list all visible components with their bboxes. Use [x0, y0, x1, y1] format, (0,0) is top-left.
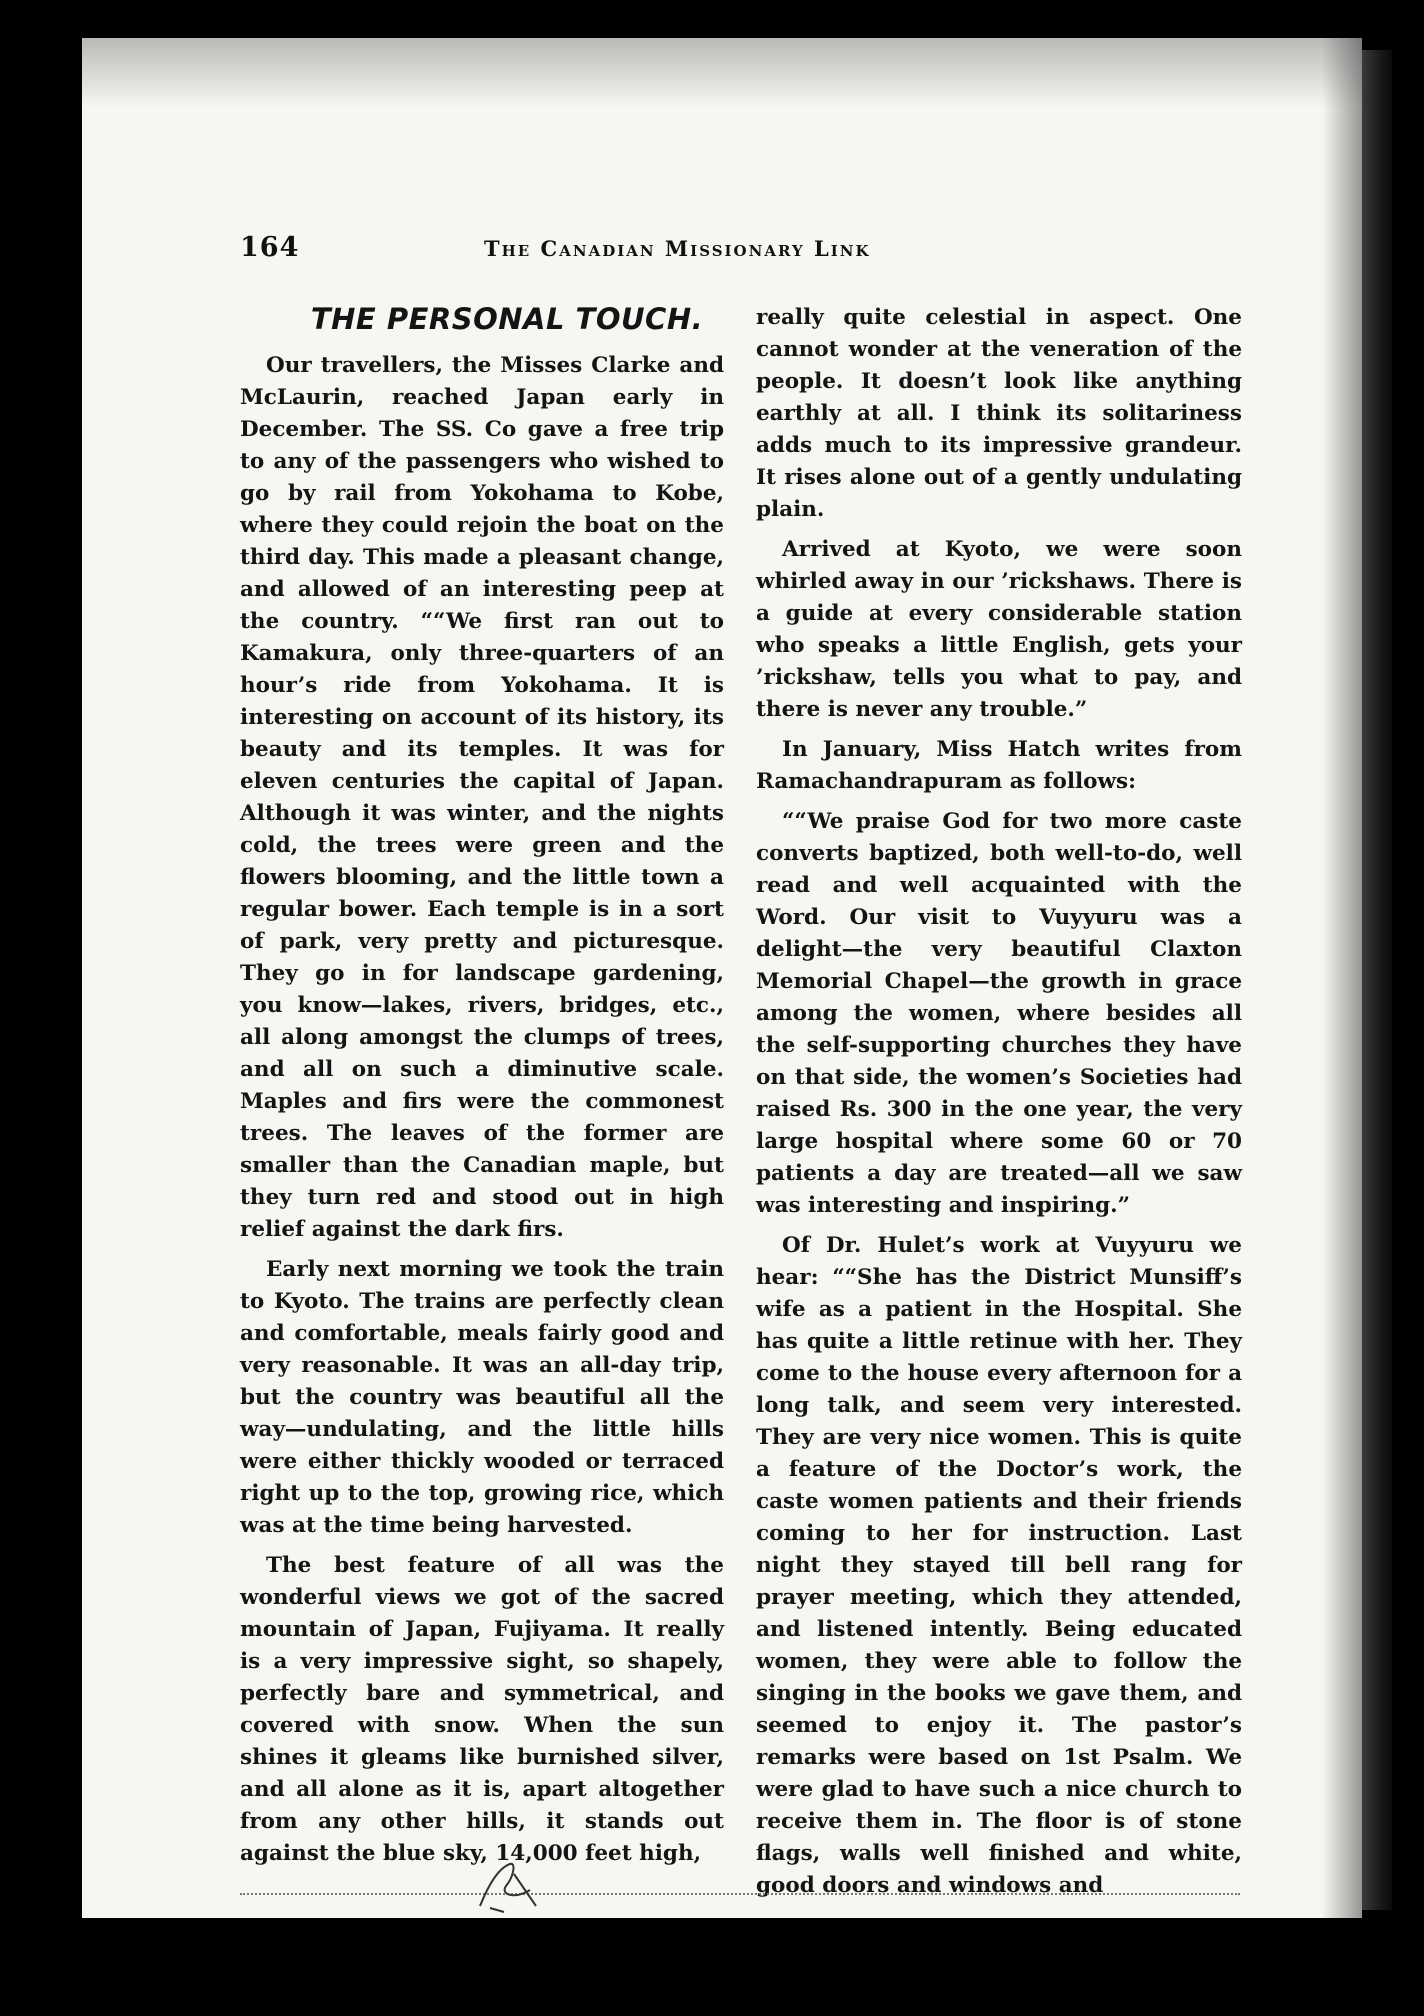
left-column: [240, 300, 724, 1878]
book-spine: [1362, 50, 1392, 1910]
article-title: THE PERSONAL TOUCH.: [310, 302, 704, 336]
page-header: [158, 232, 1198, 272]
paragraph: The best feature of all was the wonderful views we got of the sacred mountain of Japan, Fujiyama. It really is a very impressive sight, so shapely, perfectly bare and symmetrical, and covered with snow. When the sun shines it gleams like burnished silver, and all alone as it is, apart altogether from any other hills, it stands out against the blue sky, 14,000 feet high,: [240, 1553, 724, 1866]
bottom-rule: [240, 1893, 1240, 1896]
paragraph: really quite celestial in aspect. One cannot wonder at the veneration of the people. It doesn’t look like anything earthly at all. I think its solitariness adds much to its impressive grandeur. It rises alone out of a gently undulating plain.: [756, 305, 1242, 522]
right-column: [756, 302, 1242, 1910]
pencil-mark-icon: [470, 1856, 542, 1916]
paragraph: Arrived at Kyoto, we were soon whirled away in our ’rickshaws. There is a guide at every considerable station who speaks a little English, gets your ’rickshaw, tells you what to pay, and there is never any trouble.”: [756, 537, 1242, 722]
running-head: The Canadian Missionary Link: [484, 236, 871, 261]
page-shadow: [82, 38, 1362, 108]
paragraph: In January, Miss Hatch writes from Ramachandrapuram as follows:: [756, 737, 1242, 794]
paragraph: Our travellers, the Misses Clarke and McLaurin, reached Japan early in December. The SS. Co gave a free trip to any of the passengers who wished to go by rail from Yokohama to Kobe, where they could rejoin the boat on the third day. This made a pleasant change, and allowed of an interesting peep at the country. ““We first ran out to Kamakura, only three-quarters of an hour’s ride from Yokohama. It is interesting on account of its history, its beauty and its temples. It was for eleven centuries the capital of Japan. Although it was winter, and the nights cold, the trees were green and the flowers blooming, and the little town a regular bower. Each temple is in a sort of park, very pretty and picturesque. They go in for landscape gardening, you know—lakes, rivers, bridges, etc., all along amongst the clumps of trees, and all on such a diminutive scale. Maples and firs were the commonest trees. The leaves of the former are smaller than the Canadian maple, but they turn red and stood out in high relief against the dark firs.: [240, 353, 724, 1242]
paragraph: ““We praise God for two more caste converts baptized, both well-to-do, well read and well acquainted with the Word. Our visit to Vuyyuru was a delight—the very beautiful Claxton Memorial Chapel—the growth in grace among the women, where besides all the self-supporting churches they have on that side, the women’s Societies had raised Rs. 300 in the one year, the very large hospital where some 60 or 70 patients a day are treated—all we saw was interesting and inspiring.”: [756, 809, 1242, 1218]
page-number: 164: [240, 232, 300, 263]
paragraph: Of Dr. Hulet’s work at Vuyyuru we hear: ““She has the District Munsiff’s wife as a patient in the Hospital. She has quite a little retinue with her. They come to the house every afternoon for a long talk, and seem very interested. They are very nice women. This is quite a feature of the Doctor’s work, the caste women patients and their friends coming to her for instruction. Last night they stayed till bell rang for prayer meeting, which they attended, and listened intently. Being educated women, they were able to follow the singing in the books we gave them, and seemed to enjoy it. The pastor’s remarks were based on 1st Psalm. We were glad to have such a nice church to receive them in. The floor is of stone flags, walls well finished and white, good doors and windows and: [756, 1233, 1242, 1898]
paragraph: Early next morning we took the train to Kyoto. The trains are perfectly clean and comfortable, meals fairly good and very reasonable. It was an all-day trip, but the country was beautiful all the way—undulating, and the little hills were either thickly wooded or terraced right up to the top, growing rice, which was at the time being harvested.: [240, 1257, 724, 1538]
page-edge: [1322, 38, 1362, 1918]
